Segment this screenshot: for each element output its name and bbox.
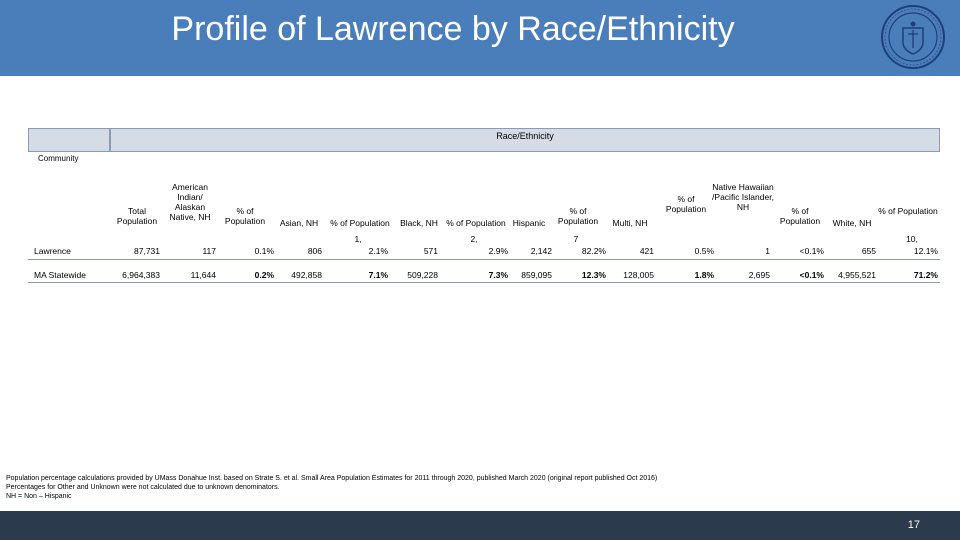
- header-corner-cell: [28, 128, 110, 152]
- table-cell: 0.5%: [694, 246, 714, 256]
- col-header-asian: Asian, NH: [279, 218, 319, 228]
- col-header-native-hawaiian: Native Hawaiian /Pacific Islander, NH: [712, 182, 774, 212]
- table-cell: 655: [861, 246, 876, 256]
- table-cell: 2.1%: [368, 246, 388, 256]
- table-cell: 492,858: [291, 270, 322, 280]
- table-cell: 509,228: [407, 270, 438, 280]
- table-cell: 82.2%: [581, 246, 606, 256]
- table-cell: 421: [639, 246, 654, 256]
- table-cell: 71.2%: [913, 270, 938, 280]
- table-cell: 859,095: [521, 270, 552, 280]
- row-divider: [28, 282, 940, 283]
- table-cell: 128,005: [623, 270, 654, 280]
- table-cell: 1: [765, 246, 770, 256]
- table-cell: 6,964,383: [122, 270, 160, 280]
- footnote-nh-definition: NH = Non – Hispanic: [6, 493, 72, 500]
- row-label-lawrence: Lawrence: [34, 246, 71, 256]
- table-cell: 87,731: [134, 246, 160, 256]
- community-header: Community: [38, 154, 79, 163]
- footnote-source: Population percentage calculations provided by UMass Donahue Inst. based on Strate S. et al. Small Area Population Estimates for 2011 through 2020, published March 2020 (original report published Oct 2016): [6, 475, 658, 482]
- col-header-total-population: Total Population: [116, 206, 158, 226]
- table-cell: 2,142: [530, 246, 552, 256]
- col-header-multi: Multi, NH: [612, 218, 648, 228]
- table-cell: <0.1%: [799, 270, 824, 280]
- table-cell: 2,: [470, 234, 478, 244]
- col-header-pct-6: % of Population: [779, 206, 821, 226]
- table-cell: 2,695: [748, 270, 770, 280]
- table-cell: <0.1%: [799, 246, 824, 256]
- page-title: Profile of Lawrence by Race/Ethnicity: [171, 10, 735, 48]
- footer-bar: [0, 511, 960, 540]
- table-cell: 2.9%: [488, 246, 508, 256]
- table-cell: 0.1%: [254, 246, 274, 256]
- table-cell: 571: [423, 246, 438, 256]
- table-cell: 12.3%: [581, 270, 606, 280]
- footnotes: [6, 474, 657, 501]
- row-divider: [28, 259, 940, 260]
- title-bar: [0, 0, 960, 76]
- col-header-pct-1: % of Population: [224, 206, 266, 226]
- race-ethnicity-table: [28, 128, 940, 284]
- col-header-hispanic: Hispanic: [512, 218, 546, 228]
- table-cell: 11,644: [190, 270, 216, 280]
- table-cell: 806: [307, 246, 322, 256]
- page-number: 17: [907, 519, 920, 531]
- table-cell: 4,955,521: [838, 270, 876, 280]
- col-header-pct-2: % of Population: [330, 218, 390, 228]
- group-header: Race/Ethnicity: [496, 131, 554, 141]
- table-cell: 7: [573, 234, 579, 244]
- table-cell: 1,: [354, 234, 362, 244]
- table-cell: 0.2%: [254, 270, 274, 280]
- university-seal-icon: [880, 4, 946, 70]
- col-header-pct-4: % of Population: [557, 206, 599, 226]
- table-cell: 117: [202, 246, 216, 256]
- col-header-black: Black, NH: [400, 218, 438, 228]
- col-header-american-indian: American Indian/ Alaskan Native, NH: [169, 182, 211, 222]
- table-cell: 7.3%: [488, 270, 508, 280]
- table-cell: 7.1%: [368, 270, 388, 280]
- table-cell: 1.8%: [694, 270, 714, 280]
- col-header-pct-5: % of Population: [665, 194, 707, 214]
- col-header-pct-7: % of Population: [878, 206, 938, 216]
- footnote-other-unknown: Percentages for Other and Unknown were not calculated due to unknown denominators.: [6, 484, 280, 491]
- table-cell: 12.1%: [913, 246, 938, 256]
- row-label-ma-statewide: MA Statewide: [34, 270, 86, 280]
- col-header-pct-3: % of Population: [446, 218, 506, 228]
- table-cell: 10,: [906, 234, 918, 244]
- col-header-white: White, NH: [832, 218, 872, 228]
